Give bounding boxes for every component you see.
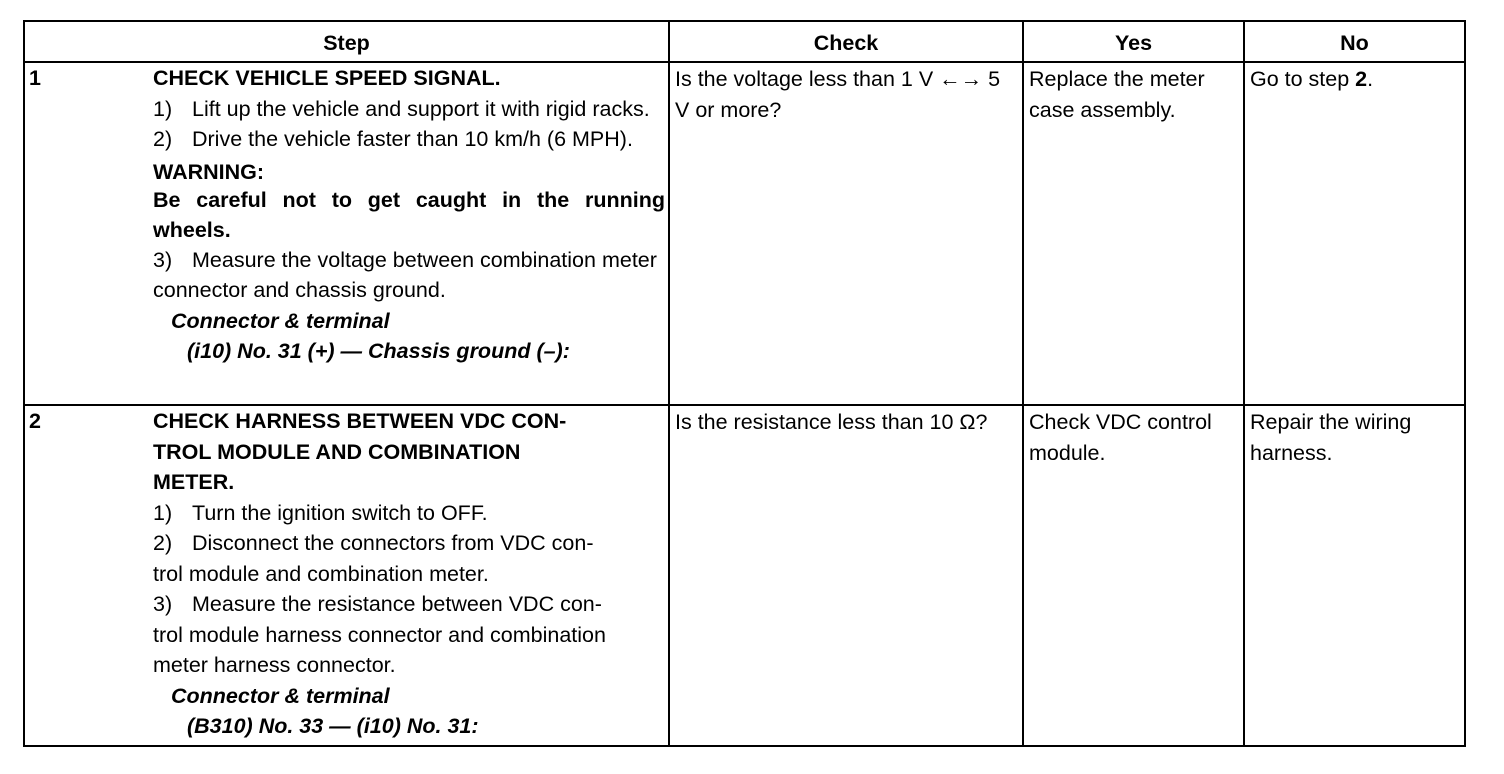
header-check: Check [669, 21, 1023, 62]
no-text: Go to step [1250, 67, 1356, 91]
step-body [153, 406, 668, 742]
substep-text: Measure the resistance between VDC con- [192, 592, 602, 616]
substep [153, 498, 665, 529]
yes-cell: Check VDC control module. [1023, 405, 1244, 746]
no-suffix: . [1367, 67, 1374, 91]
substep-text: Disconnect the connectors from VDC con- [192, 531, 594, 555]
substep-text: Measure the voltage between combination meter connector and chassis ground. [153, 247, 657, 302]
table-row [24, 62, 1465, 405]
step-title-line: TROL MODULE AND COMBINATION [153, 439, 521, 464]
substep-text: Drive the vehicle faster than 10 km/h (6 MPH). [192, 127, 633, 151]
no-step-ref: 2 [1355, 67, 1368, 91]
substep-text: Turn the ignition switch to OFF. [192, 500, 488, 525]
table-row [24, 405, 1465, 746]
substep-text: Lift up the vehicle and support it with rigid racks. [192, 96, 650, 121]
substep [153, 94, 665, 125]
substep-number: 1) [153, 500, 173, 525]
header-no: No [1244, 21, 1465, 62]
substep [153, 589, 665, 620]
substep [153, 245, 665, 306]
header-yes: Yes [1023, 21, 1244, 62]
connector-label: Connector & terminal [171, 683, 390, 708]
terminal-spec: (B310) No. 33 — (i10) No. 31: [187, 714, 479, 738]
substep-continuation: trol module harness connector and combination [153, 622, 606, 647]
step-title: CHECK VEHICLE SPEED SIGNAL. [153, 66, 501, 90]
no-cell [1244, 62, 1465, 405]
step-cell [24, 62, 669, 405]
substep [153, 124, 665, 155]
step-cell [24, 405, 669, 746]
step-number: 1 [29, 66, 41, 90]
substep-number: 2) [153, 127, 173, 151]
yes-cell: Replace the meter case assembly. [1023, 62, 1244, 405]
substep-continuation: trol module and combination meter. [153, 561, 489, 586]
substep [153, 528, 665, 559]
header-row [24, 21, 1465, 62]
no-cell: Repair the wiring harness. [1244, 405, 1465, 746]
check-cell: Is the voltage less than 1 V ←→ 5 V or more? [669, 62, 1023, 405]
step-number: 2 [29, 409, 41, 433]
substep-number: 3) [153, 592, 173, 616]
substep-number: 2) [153, 531, 173, 555]
substep-number: 3) [153, 247, 173, 272]
step-body [153, 63, 668, 367]
diagnostic-table-sheet [23, 20, 1464, 747]
substep-continuation: meter harness connector. [153, 653, 396, 677]
connector-label: Connector & terminal [171, 308, 390, 333]
terminal-spec: (i10) No. 31 (+) — Chassis ground (–): [187, 339, 570, 363]
step-title-line: CHECK HARNESS BETWEEN VDC CON- [153, 409, 567, 433]
warning-heading: WARNING: [153, 159, 265, 184]
diagnostic-table [23, 20, 1466, 747]
step-title-line: METER. [153, 470, 235, 494]
substep-number: 1) [153, 96, 173, 121]
warning-text: Be careful not to get caught in the running wheels. [153, 187, 665, 242]
header-step: Step [24, 21, 669, 62]
check-cell: Is the resistance less than 10 Ω? [669, 405, 1023, 746]
